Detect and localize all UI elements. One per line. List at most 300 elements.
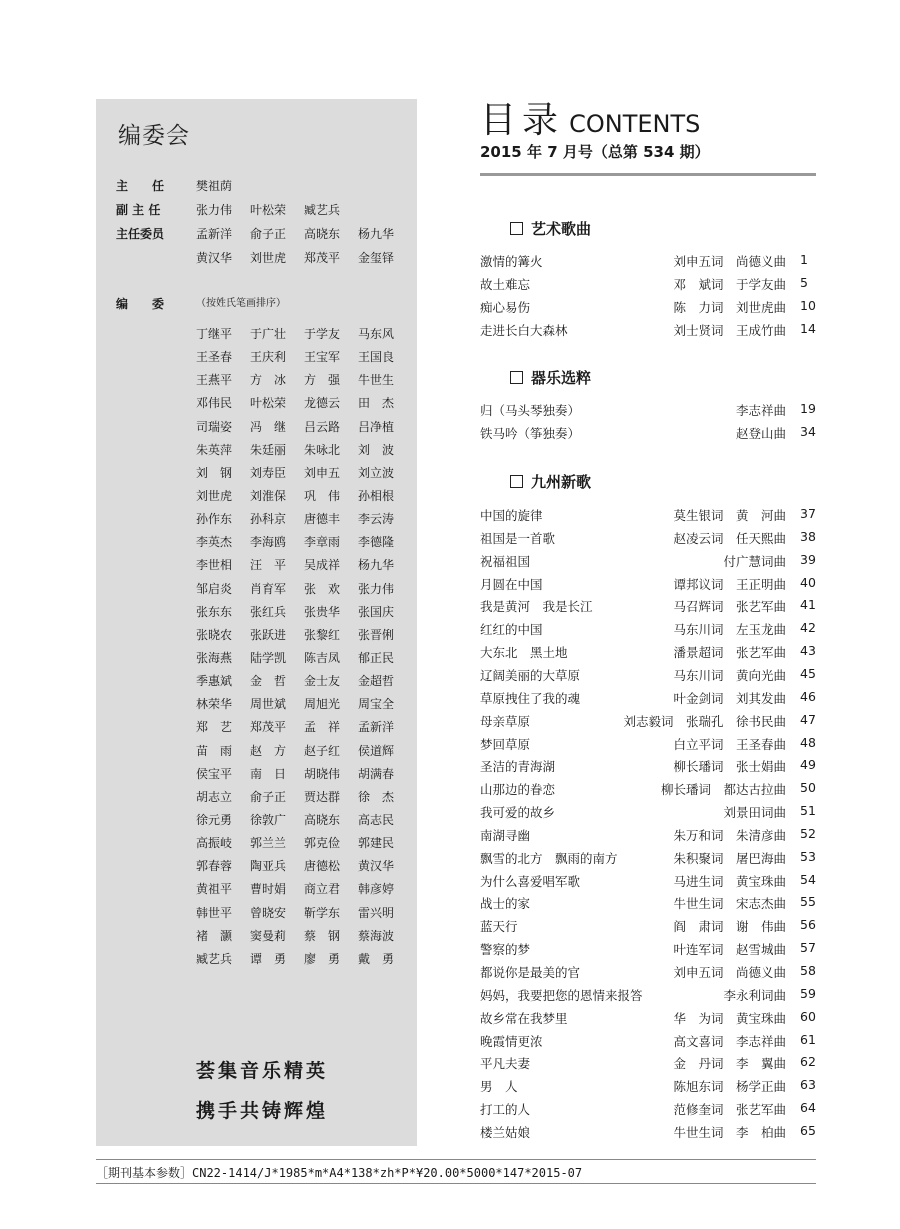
member-row xyxy=(196,531,412,554)
member-row xyxy=(196,693,412,716)
member-name: 高志民 xyxy=(358,812,395,827)
editorial-board-panel xyxy=(96,99,417,1146)
toc-entry[interactable] xyxy=(480,780,816,803)
toc-entry[interactable] xyxy=(480,963,816,986)
entry-credit: 马东川词 黄向光曲 xyxy=(673,667,786,683)
entry-credit: 赵凌云词 任天熙曲 xyxy=(673,530,786,546)
entry-page-number: 19 xyxy=(800,401,816,416)
member-name: 张力伟 xyxy=(196,203,233,217)
member-name: 唐德松 xyxy=(304,859,341,874)
member-name: 朱英萍 xyxy=(196,442,233,457)
member-row xyxy=(196,786,412,809)
member-name: 臧艺兵 xyxy=(304,203,341,217)
member-name: 商立君 xyxy=(304,882,341,897)
entry-title: 山那边的眷恋 xyxy=(480,782,556,798)
checkbox-square-icon xyxy=(510,371,523,384)
toc-entry[interactable] xyxy=(480,712,816,735)
toc-entry[interactable] xyxy=(480,849,816,872)
member-name: 郑茂平 xyxy=(250,720,287,735)
checkbox-square-icon xyxy=(510,475,523,488)
entry-page-number: 56 xyxy=(800,917,816,933)
entry-credit: 柳长璠词 都达古拉曲 xyxy=(660,782,786,798)
entry-title: 故乡常在我梦里 xyxy=(480,1010,568,1026)
role-names xyxy=(196,175,250,197)
title-divider xyxy=(480,173,816,176)
entry-credit: 华 为词 黄宝珠曲 xyxy=(673,1010,786,1026)
member-row xyxy=(196,439,412,462)
toc-entry[interactable] xyxy=(480,1032,816,1055)
member-name: 陈吉凤 xyxy=(304,650,341,665)
member-name: 徐元勇 xyxy=(196,812,233,827)
member-name: 马东风 xyxy=(358,327,395,341)
member-name: 胡满春 xyxy=(358,766,395,781)
entry-title: 平凡夫妻 xyxy=(480,1056,531,1072)
entry-page-number: 58 xyxy=(800,963,816,978)
member-name: 韩彦婷 xyxy=(358,882,395,897)
member-name: 谭 勇 xyxy=(250,951,287,966)
member-name: 孟 祥 xyxy=(304,720,341,735)
member-name: 黄祖平 xyxy=(196,882,233,897)
toc-entry[interactable] xyxy=(480,1054,816,1077)
entry-credit: 刘志毅词 张瑞孔 徐书民曲 xyxy=(623,713,786,729)
member-name: 田 杰 xyxy=(358,396,395,411)
member-name: 郭兰兰 xyxy=(250,836,287,851)
role-names xyxy=(196,199,358,221)
member-name: 李章雨 xyxy=(304,535,341,550)
entry-title: 男 人 xyxy=(480,1079,518,1095)
member-name: 冯 继 xyxy=(250,419,287,434)
member-name: 侯道辉 xyxy=(358,743,395,758)
entry-credit: 叶连军词 赵雪城曲 xyxy=(673,942,786,958)
member-name: 李德隆 xyxy=(358,535,395,550)
member-row xyxy=(196,902,412,925)
entry-page-number: 62 xyxy=(800,1054,816,1070)
member-name: 黄汉华 xyxy=(358,859,395,874)
entry-page-number: 53 xyxy=(800,848,816,864)
member-row xyxy=(196,578,412,601)
section-heading xyxy=(510,367,591,388)
entry-credit: 陈 力词 刘世虎曲 xyxy=(673,299,786,315)
member-name: 陆学凯 xyxy=(250,650,287,665)
entry-title: 打工的人 xyxy=(480,1102,531,1118)
member-name: 方 冰 xyxy=(250,373,287,388)
entry-title: 南湖寻幽 xyxy=(480,827,531,843)
member-name: 张晋俐 xyxy=(358,627,395,642)
entry-page-number: 60 xyxy=(800,1008,816,1024)
member-name: 雷兴明 xyxy=(358,905,395,920)
entry-title: 故土难忘 xyxy=(480,276,531,292)
role-label: 主 任 xyxy=(116,179,165,193)
entry-credit: 刘士贤词 王成竹曲 xyxy=(673,322,786,338)
member-name: 吴成祥 xyxy=(304,558,341,573)
entry-page-number: 61 xyxy=(800,1031,816,1047)
entry-title: 楼兰姑娘 xyxy=(480,1124,531,1140)
entry-page-number: 49 xyxy=(800,757,816,773)
member-name: 王国良 xyxy=(358,350,395,365)
entry-page-number: 14 xyxy=(800,320,816,336)
toc-entry[interactable] xyxy=(480,529,816,552)
members-label: 编 委 xyxy=(116,297,165,311)
member-row xyxy=(196,508,412,531)
member-name: 刘 钢 xyxy=(196,465,233,480)
toc-entry[interactable] xyxy=(480,424,816,447)
editorial-board-title: 编委会 xyxy=(118,123,190,149)
member-name: 李海鸥 xyxy=(250,535,287,550)
member-name: 张红兵 xyxy=(250,604,287,619)
member-row xyxy=(196,878,412,901)
entry-title: 红红的中国 xyxy=(480,622,543,638)
entry-page-number: 65 xyxy=(800,1122,816,1138)
member-name: 曹时娟 xyxy=(250,882,287,897)
member-name: 张东东 xyxy=(196,604,233,619)
toc-entry[interactable] xyxy=(480,597,816,620)
member-name: 贾达群 xyxy=(304,789,341,804)
role-names xyxy=(196,247,412,269)
member-name: 刘世虎 xyxy=(250,251,287,265)
member-name: 周世斌 xyxy=(250,697,287,712)
entry-credit: 马进生词 黄宝珠曲 xyxy=(673,873,786,889)
toc-entry[interactable] xyxy=(480,252,816,275)
member-name: 陶亚兵 xyxy=(250,859,287,874)
member-name: 林荣华 xyxy=(196,697,233,712)
entry-title: 铁马吟（筝独奏） xyxy=(480,425,581,441)
entry-title: 我可爱的故乡 xyxy=(480,805,556,821)
entry-title: 归（马头琴独奏） xyxy=(480,403,581,418)
entry-credit: 李志祥曲 xyxy=(735,403,786,418)
entry-page-number: 50 xyxy=(800,780,816,796)
member-name: 金超哲 xyxy=(358,674,395,689)
member-name: 高晓东 xyxy=(304,812,341,827)
entry-credit: 柳长璠词 张士娟曲 xyxy=(673,759,786,775)
toc-entry[interactable] xyxy=(480,1077,816,1100)
member-name: 张 欢 xyxy=(304,581,341,596)
member-name: 于广壮 xyxy=(250,327,287,341)
slogan-line-1: 荟集音乐精英 xyxy=(196,1060,329,1082)
entry-title: 走进长白大森林 xyxy=(480,322,568,338)
role-label: 主任委员 xyxy=(116,227,165,241)
entry-page-number: 47 xyxy=(800,711,816,727)
entry-title: 痴心易伤 xyxy=(480,299,531,315)
member-name: 吕云路 xyxy=(304,419,341,434)
entry-credit: 高文喜词 李志祥曲 xyxy=(673,1033,786,1049)
member-name: 郭春蓉 xyxy=(196,859,233,874)
entry-page-number: 34 xyxy=(800,423,816,439)
entry-page-number: 10 xyxy=(800,297,816,313)
toc-entry[interactable] xyxy=(480,298,816,321)
entry-page-number: 48 xyxy=(800,734,816,750)
entry-title: 妈妈，我要把您的恩情来报答 xyxy=(480,987,643,1003)
entry-credit: 谭邦议词 王正明曲 xyxy=(673,576,786,592)
member-row xyxy=(196,948,412,971)
entry-title: 为什么喜爱唱军歌 xyxy=(480,873,581,889)
entry-page-number: 43 xyxy=(800,643,816,659)
entry-credit: 李永利词曲 xyxy=(723,987,786,1003)
member-row xyxy=(196,716,412,739)
entry-title: 中国的旋律 xyxy=(480,508,543,523)
member-name: 张贵华 xyxy=(304,604,341,619)
toc-entry[interactable] xyxy=(480,1123,816,1146)
member-name: 邓伟民 xyxy=(196,396,233,411)
entry-credit: 陈旭东词 杨学正曲 xyxy=(673,1079,786,1095)
entry-title: 晚霞情更浓 xyxy=(480,1033,543,1049)
entry-title: 都说你是最美的官 xyxy=(480,965,581,980)
member-name: 朱咏北 xyxy=(304,442,341,457)
entry-page-number: 45 xyxy=(800,665,816,681)
member-name: 金玺铎 xyxy=(358,251,395,265)
member-row xyxy=(196,485,412,508)
member-row xyxy=(196,601,412,624)
member-name: 金 哲 xyxy=(250,674,287,689)
entry-credit: 金 丹词 李 翼曲 xyxy=(673,1056,786,1072)
member-name: 李英杰 xyxy=(196,535,233,550)
member-name: 丁继平 xyxy=(196,327,233,341)
toc-entry[interactable] xyxy=(480,757,816,780)
member-name: 司瑞姿 xyxy=(196,419,233,434)
entry-title: 月圆在中国 xyxy=(480,576,543,592)
entry-credit: 刘申五词 尚德义曲 xyxy=(673,965,786,980)
toc-entry[interactable] xyxy=(480,643,816,666)
role-names xyxy=(196,223,412,245)
member-name: 汪 平 xyxy=(250,558,287,573)
member-name: 叶松荣 xyxy=(250,396,287,411)
toc-entry[interactable] xyxy=(480,1009,816,1032)
member-name: 俞子正 xyxy=(250,227,287,241)
member-name: 苗 雨 xyxy=(196,743,233,758)
toc-entry[interactable] xyxy=(480,401,816,424)
member-row xyxy=(196,809,412,832)
member-name: 张黎红 xyxy=(304,627,341,642)
member-name: 侯宝平 xyxy=(196,766,233,781)
member-name: 龙德云 xyxy=(304,396,341,411)
member-row xyxy=(196,763,412,786)
member-name: 金士友 xyxy=(304,674,341,689)
member-row xyxy=(196,832,412,855)
section-heading xyxy=(510,471,591,492)
toc-entry[interactable] xyxy=(480,894,816,917)
toc-entry[interactable] xyxy=(480,321,816,344)
member-name: 季惠斌 xyxy=(196,674,233,689)
entry-page-number: 52 xyxy=(800,825,816,841)
entry-credit: 朱万和词 朱清彦曲 xyxy=(673,827,786,843)
member-name: 戴 勇 xyxy=(358,951,395,966)
entry-page-number: 63 xyxy=(800,1077,816,1093)
entry-credit: 牛世生词 宋志杰曲 xyxy=(673,896,786,912)
member-name: 张海燕 xyxy=(196,650,233,665)
entry-page-number: 64 xyxy=(800,1100,816,1116)
entry-title: 祖国是一首歌 xyxy=(480,530,556,546)
entry-page-number: 51 xyxy=(800,803,816,819)
member-name: 靳学东 xyxy=(304,905,341,920)
entry-title: 警察的梦 xyxy=(480,942,531,958)
member-row xyxy=(196,323,412,346)
entry-page-number: 42 xyxy=(800,620,816,636)
footer-divider-bottom xyxy=(96,1183,816,1184)
member-name: 樊祖荫 xyxy=(196,179,233,193)
slogan-line-2: 携手共铸辉煌 xyxy=(196,1100,329,1122)
entry-page-number: 46 xyxy=(800,688,816,704)
member-name: 张国庆 xyxy=(358,604,395,619)
members-grid xyxy=(196,323,412,971)
member-name: 郭克俭 xyxy=(304,836,341,851)
member-name: 孟新洋 xyxy=(358,720,395,735)
entry-title: 战士的家 xyxy=(480,896,531,912)
member-row xyxy=(196,624,412,647)
entry-credit: 白立平词 王圣春曲 xyxy=(673,736,786,752)
member-row xyxy=(196,392,412,415)
member-name: 王庆利 xyxy=(250,350,287,365)
entry-credit: 牛世生词 李 柏曲 xyxy=(673,1124,786,1140)
entry-title: 激情的篝火 xyxy=(480,254,543,269)
member-name: 邹启炎 xyxy=(196,581,233,596)
entry-credit: 马东川词 左玉龙曲 xyxy=(673,622,786,638)
member-name: 李云涛 xyxy=(358,512,395,527)
member-name: 张跃进 xyxy=(250,627,287,642)
toc-title-cn: 目录 xyxy=(480,100,565,141)
entry-credit: 马召辉词 张艺军曲 xyxy=(673,599,786,615)
member-name: 胡志立 xyxy=(196,789,233,804)
member-row xyxy=(196,855,412,878)
member-name: 刘淮保 xyxy=(250,488,287,503)
member-name: 叶松荣 xyxy=(250,203,287,217)
member-name: 吕净植 xyxy=(358,419,395,434)
entry-page-number: 59 xyxy=(800,985,816,1001)
member-name: 郑茂平 xyxy=(304,251,341,265)
member-row xyxy=(196,925,412,948)
entry-page-number: 39 xyxy=(800,551,816,567)
entry-page-number: 38 xyxy=(800,528,816,544)
toc-entry[interactable] xyxy=(480,803,816,826)
toc-entry[interactable] xyxy=(480,940,816,963)
toc-entry[interactable] xyxy=(480,552,816,575)
member-name: 刘立波 xyxy=(358,465,395,480)
member-row xyxy=(196,647,412,670)
member-name: 赵子红 xyxy=(304,743,341,758)
member-name: 刘世虎 xyxy=(196,488,233,503)
section-name: 器乐选粹 xyxy=(531,369,592,387)
member-name: 臧艺兵 xyxy=(196,951,233,966)
member-name: 王圣春 xyxy=(196,350,233,365)
member-name: 杨九华 xyxy=(358,227,395,241)
entry-title: 我是黄河 我是长江 xyxy=(480,599,593,615)
member-name: 褚 灏 xyxy=(196,928,233,943)
journal-parameters: ［期刊基本参数］CN22-1414/J*1985*m*A4*138*zh*P*¥20.00*5000*147*2015-07 xyxy=(96,1166,583,1180)
entry-title: 飘雪的北方 飘雨的南方 xyxy=(480,850,618,866)
member-name: 朱廷丽 xyxy=(250,442,287,457)
member-name: 郑 艺 xyxy=(196,720,233,735)
member-name: 巩 伟 xyxy=(304,488,341,503)
checkbox-square-icon xyxy=(510,222,523,235)
toc-entry[interactable] xyxy=(480,826,816,849)
entry-page-number: 57 xyxy=(800,940,816,956)
toc-entry[interactable] xyxy=(480,986,816,1009)
entry-credit: 赵登山曲 xyxy=(735,425,786,441)
entry-page-number: 40 xyxy=(800,574,816,590)
toc-entry[interactable] xyxy=(480,735,816,758)
member-name: 黄汉华 xyxy=(196,251,233,265)
member-row xyxy=(196,740,412,763)
member-row xyxy=(196,554,412,577)
entry-title: 圣洁的青海湖 xyxy=(480,759,556,775)
member-name: 郭建民 xyxy=(358,836,395,851)
entry-credit: 莫生银词 黄 河曲 xyxy=(673,508,786,523)
entry-credit: 范修奎词 张艺军曲 xyxy=(673,1102,786,1118)
member-name: 王宝军 xyxy=(304,350,341,365)
member-name: 刘申五 xyxy=(304,465,341,480)
member-name: 曾晓安 xyxy=(250,905,287,920)
footer-divider-top xyxy=(96,1159,816,1160)
member-name: 郁正民 xyxy=(358,650,395,665)
member-name: 牛世生 xyxy=(358,373,395,388)
member-name: 韩世平 xyxy=(196,905,233,920)
toc-entry[interactable] xyxy=(480,917,816,940)
toc-entry[interactable] xyxy=(480,575,816,598)
toc-entry[interactable] xyxy=(480,620,816,643)
member-row xyxy=(196,462,412,485)
entry-credit: 刘申五词 尚德义曲 xyxy=(673,254,786,269)
toc-title-en: CONTENTS xyxy=(569,110,701,138)
entry-page-number: 37 xyxy=(800,506,816,521)
member-name: 于学友 xyxy=(304,327,341,341)
member-name: 蔡 钢 xyxy=(304,928,341,943)
member-name: 刘寿臣 xyxy=(250,465,287,480)
member-name: 赵 方 xyxy=(250,743,287,758)
member-row xyxy=(196,369,412,392)
entry-title: 草原拽住了我的魂 xyxy=(480,690,581,706)
member-name: 刘 波 xyxy=(358,442,395,457)
toc-entry[interactable] xyxy=(480,689,816,712)
member-name: 廖 勇 xyxy=(304,951,341,966)
member-name: 南 日 xyxy=(250,766,287,781)
entry-credit: 付广慧词曲 xyxy=(723,553,786,569)
entry-page-number: 1 xyxy=(800,252,808,267)
member-name: 杨九华 xyxy=(358,558,395,573)
section-heading xyxy=(510,218,591,239)
section-name: 九州新歌 xyxy=(531,473,592,491)
entry-credit: 邓 斌词 于学友曲 xyxy=(673,276,786,292)
member-name: 徐敦广 xyxy=(250,812,287,827)
entry-title: 大东北 黑土地 xyxy=(480,645,568,661)
toc-title xyxy=(480,92,700,143)
member-name: 徐 杰 xyxy=(358,789,395,804)
toc-entry[interactable] xyxy=(480,275,816,298)
entry-title: 梦回草原 xyxy=(480,736,531,752)
members-sort-note: （按姓氏笔画排序） xyxy=(196,298,286,309)
toc-entry[interactable] xyxy=(480,1100,816,1123)
entry-title: 祝福祖国 xyxy=(480,553,531,569)
member-name: 蔡海波 xyxy=(358,928,395,943)
toc-entry[interactable] xyxy=(480,872,816,895)
entry-credit: 叶金剑词 刘其发曲 xyxy=(673,690,786,706)
member-name: 高振岐 xyxy=(196,836,233,851)
member-name: 李世相 xyxy=(196,558,233,573)
member-row xyxy=(196,670,412,693)
member-row xyxy=(196,346,412,369)
member-name: 肖育军 xyxy=(250,581,287,596)
toc-entry[interactable] xyxy=(480,666,816,689)
role-label: 副 主 任 xyxy=(116,203,161,217)
entry-credit: 刘景田词曲 xyxy=(723,805,786,821)
entry-page-number: 41 xyxy=(800,597,816,613)
member-name: 孙相根 xyxy=(358,488,395,503)
entry-credit: 潘景超词 张艺军曲 xyxy=(673,645,786,661)
member-name: 王燕平 xyxy=(196,373,233,388)
toc-entry[interactable] xyxy=(480,506,816,529)
member-name: 孙科京 xyxy=(250,512,287,527)
member-row xyxy=(196,416,412,439)
member-name: 高晓东 xyxy=(304,227,341,241)
member-name: 胡晓伟 xyxy=(304,766,341,781)
member-name: 唐德丰 xyxy=(304,512,341,527)
